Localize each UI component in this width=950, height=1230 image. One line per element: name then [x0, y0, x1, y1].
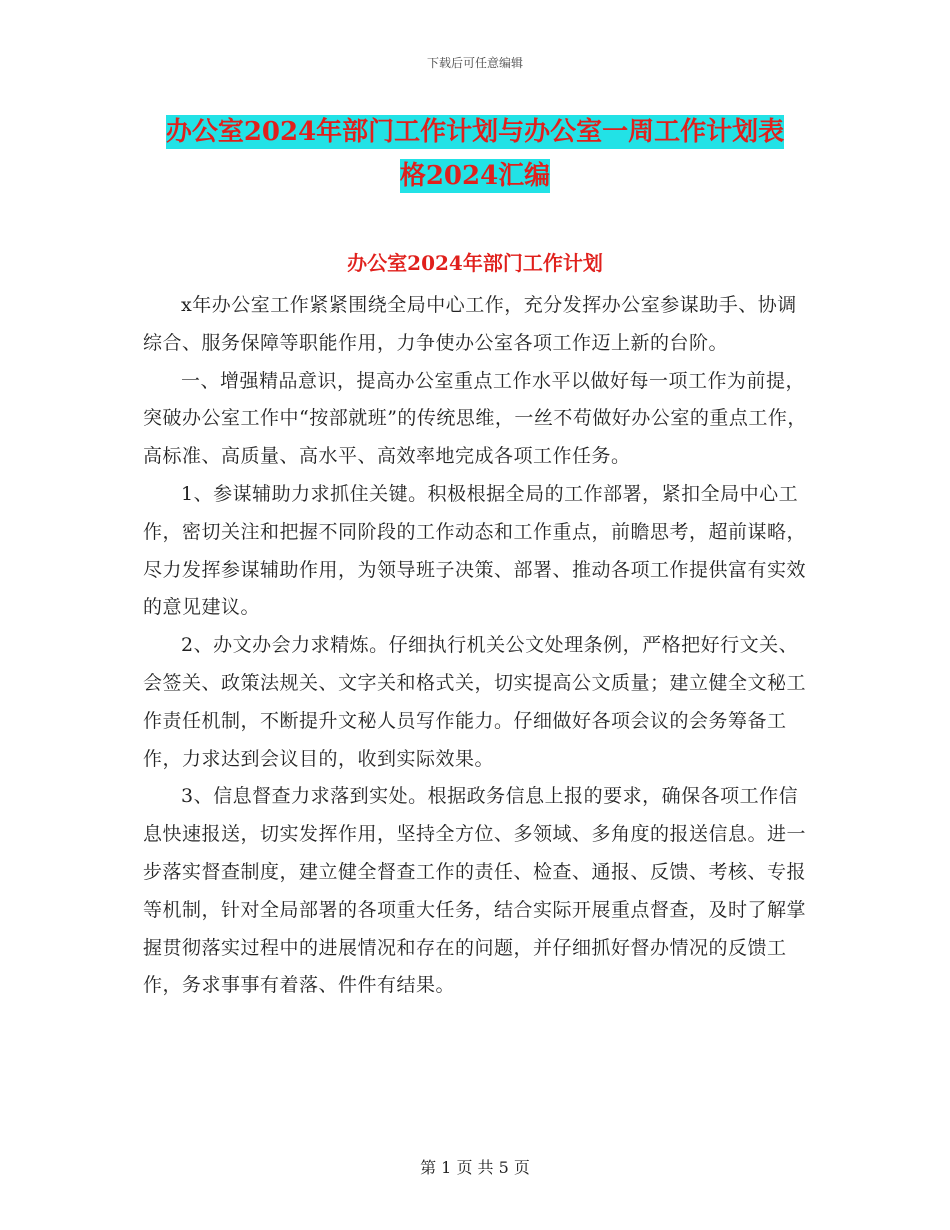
page-number: 第 1 页 共 5 页 [420, 1158, 530, 1177]
paragraph: 1、参谋辅助力求抓住关键。积极根据全局的工作部署，紧扣全局中心工作，密切关注和把握不同阶段的工作动态和工作重点，前瞻思考，超前谋略，尽力发挥参谋辅助作用，为领导班子决策、部署、推动各项工作提供富有实效的意见建议。 [143, 482, 807, 619]
section-title: 办公室2024年部门工作计划 [347, 251, 603, 275]
document-title-line-1: 办公室2024年部门工作计划与办公室一周工作计划表 [165, 117, 785, 147]
document-body [143, 287, 813, 1005]
document-title-line-2: 格2024汇编 [399, 161, 551, 191]
paragraph: 2、办文办会力求精炼。仔细执行机关公文处理条例，严格把好行文关、会签关、政策法规关、文字关和格式关，切实提高公文质量；建立健全文秘工作责任机制，不断提升文秘人员写作能力。仔细做好各项会议的会务筹备工作，力求达到会议目的，收到实际效果。 [143, 634, 807, 770]
header-note: 下载后可任意编辑 [426, 56, 523, 70]
document-title [0, 110, 950, 198]
paragraph: x年办公室工作紧紧围绕全局中心工作，充分发挥办公室参谋助手、协调综合、服务保障等职能作用，力争使办公室各项工作迈上新的台阶。 [143, 294, 797, 354]
paragraph: 3、信息督查力求落到实处。根据政务信息上报的要求，确保各项工作信息快速报送，切实发挥作用，坚持全方位、多领域、多角度的报送信息。进一步落实督查制度，建立健全督查工作的责任、检查、通报、反馈、考核、专报等机制，针对全局部署的各项重大任务，结合实际开展重点督查，及时了解掌握贯彻落实过程中的进展情况和存在的问题，并仔细抓好督办情况的反馈工作，务求事事有着落、件件有结果。 [143, 785, 807, 997]
paragraph: 一、增强精品意识，提高办公室重点工作水平以做好每一项工作为前提，突破办公室工作中“按部就班”的传统思维，一丝不苟做好办公室的重点工作，高标准、高质量、高水平、高效率地完成各项工作任务。 [143, 369, 807, 468]
